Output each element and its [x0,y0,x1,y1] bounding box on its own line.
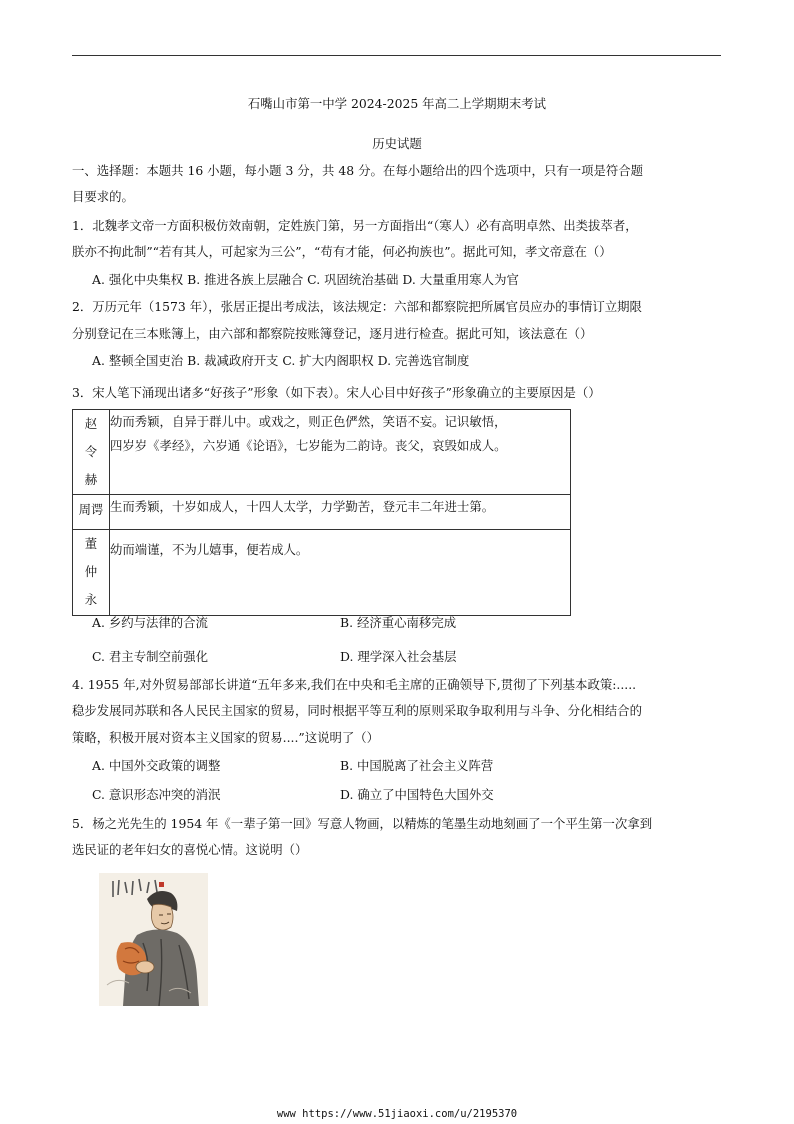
name-char: 董 [84,536,98,551]
subject-title: 历史试题 [372,136,422,151]
table-desc-cell [110,495,571,530]
q4-option-d: D. 确立了中国特色大国外交 [340,787,494,802]
table-row [73,495,571,530]
footer-url: www https://www.51jiaoxi.com/u/2195370 [276,1108,518,1120]
desc-line: 幼而秀颖，自异于群儿中。或戏之，则正色俨然，笑语不妄。记识敏悟， [110,414,507,429]
q3-table [72,409,571,616]
name-char: 周谔 [78,502,104,517]
desc-line: 四岁岁《孝经》，六岁通《论语》，七岁能为二韵诗。丧父，哀毁如成人。 [110,438,507,453]
section-intro-line2: 目要求的。 [72,189,134,204]
name-char: 仲 [84,564,98,579]
table-desc-cell [110,530,571,616]
q3-stem: 3．宋人笔下涌现出诸多“好孩子”形象（如下表）。宋人心目中好孩子”形象确立的主要原因是（） [72,385,601,400]
q2-stem-line2: 分别登记在三本账簿上，由六部和都察院按账簿登记，逐月进行检查。据此可知，该法意在（） [72,326,593,341]
q3-option-a: A. 乡约与法律的合流 [92,615,208,630]
elderly-woman-painting [99,873,208,1006]
desc-line: 生而秀颖，十岁如成人，十四人太学，力学勤苦，登元丰二年进士第。 [110,499,495,514]
table-name-cell [73,410,110,495]
name-char: 赵 [84,416,98,431]
q3-option-b: B. 经济重心南移完成 [340,615,457,630]
table-desc-cell [110,410,571,495]
q1-options: A. 强化中央集权 B. 推进各族上层融合 C. 巩固统治基础 D. 大量重用寒人为官 [92,272,519,287]
q3-option-d: D. 理学深入社会基层 [340,649,457,664]
painting-image [99,873,208,1006]
q4-option-a: A. 中国外交政策的调整 [92,758,221,773]
name-char: 永 [84,592,98,607]
q4-option-c: C. 意识形态冲突的消泯 [92,787,221,802]
table-name-cell [73,495,110,530]
desc-line: 幼而端谨，不为儿嬉事，便若成人。 [110,542,309,557]
q2-stem-line1: 2．万历元年（1573 年），张居正提出考成法，该法规定：六部和都察院把所属官员应办的事情订立期限 [72,299,642,314]
table-name-cell [73,530,110,616]
q1-stem-line2: 朕亦不拘此制”“若有其人，可起家为三公”，“苟有才能，何必拘族也”。据此可知，孝文帝意在（） [72,244,612,259]
q5-stem-line2: 选民证的老年妇女的喜悦心情。这说明（） [72,842,308,857]
section-intro-line1: 一、选择题：本题共 16 小题，每小题 3 分，共 48 分。在每小题给出的四个选项中，只有一项是符合题 [72,163,644,178]
q1-stem-line1: 1．北魏孝文帝一方面积极仿效南朝，定姓族门第，另一方面指出“（寒人）必有高明卓然、出类拔萃者， [72,218,638,233]
q2-options: A. 整顿全国吏治 B. 裁减政府开支 C. 扩大内阁职权 D. 完善选官制度 [92,353,470,368]
q3-option-c: C. 君主专制空前强化 [92,649,209,664]
q4-option-b: B. 中国脱离了社会主义阵营 [340,758,494,773]
q4-stem-line2: 稳步发展同苏联和各人民民主国家的贸易，同时根据平等互利的原则采取争取利用与斗争、分化相结合的 [72,703,642,718]
header-rule [72,55,721,56]
exam-title: 石嘴山市第一中学 2024-2025 年高二上学期期末考试 [247,96,547,111]
name-char: 赫 [84,472,98,487]
q5-stem-line1: 5．杨之光先生的 1954 年《一辈子第一回》写意人物画，以精炼的笔墨生动地刻画了一个平生第一次拿到 [72,816,653,831]
q4-stem-line1: 4. 1955 年,对外贸易部部长讲道“五年多来,我们在中央和毛主席的正确领导下,贯彻了下列基本政策:..... [72,677,637,692]
q4-stem-line3: 策略，积极开展对资本主义国家的贸易....”这说明了（） [72,730,380,745]
name-char: 令 [84,444,98,459]
table-row [73,530,571,616]
table-row [73,410,571,495]
